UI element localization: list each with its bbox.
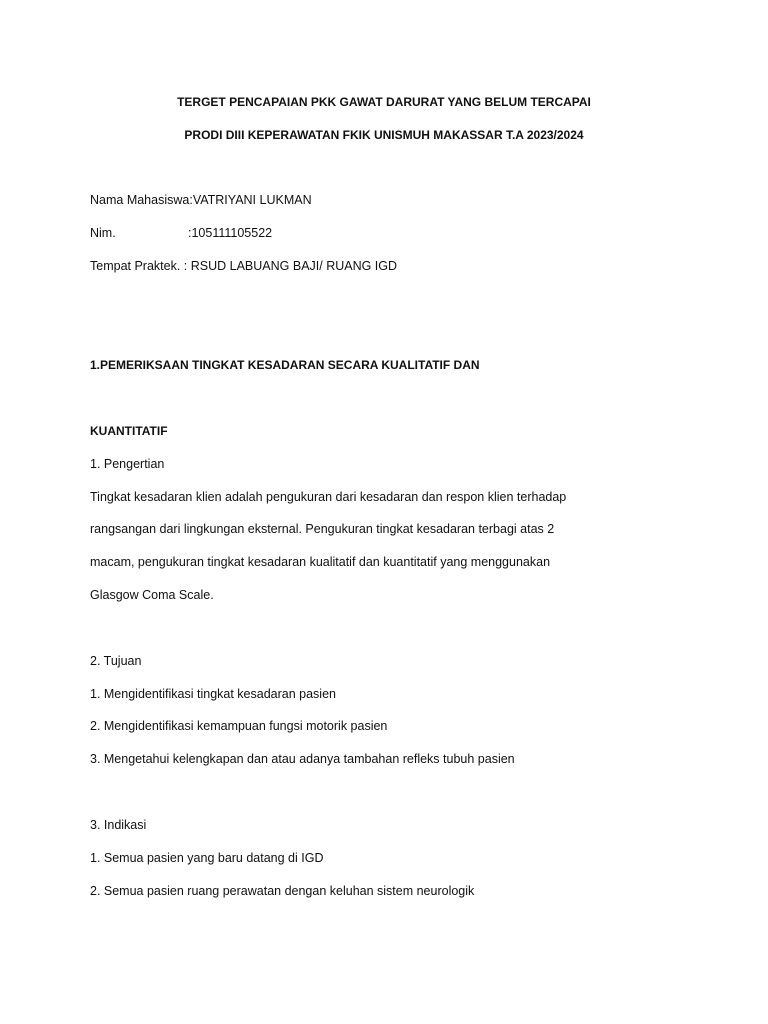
pengertian-line: Tingkat kesadaran klien adalah pengukuran dari kesadaran dan respon klien terhadap	[90, 490, 567, 504]
student-nim-label: Nim.	[90, 226, 116, 240]
student-name-row	[90, 192, 312, 208]
indikasi-item: 2. Semua pasien ruang perawatan dengan keluhan sistem neurologik	[90, 884, 475, 898]
student-nim-row	[90, 225, 272, 241]
pengertian-line: macam, pengukuran tingkat kesadaran kualitatif dan kuantitatif yang menggunakan	[90, 555, 551, 569]
student-name-label: Nama Mahasiswa:	[90, 193, 193, 207]
section-heading-continued: KUANTITATIF	[90, 424, 168, 438]
document-title: TERGET PENCAPAIAN PKK GAWAT DARURAT YANG BELUM TERCAPAI	[177, 95, 591, 109]
document-subtitle: PRODI DIII KEPERAWATAN FKIK UNISMUH MAKASSAR T.A 2023/2024	[184, 128, 584, 142]
practice-place-value: : RSUD LABUANG BAJI/ RUANG IGD	[180, 259, 398, 273]
student-name-value: VATRIYANI LUKMAN	[192, 193, 312, 207]
indikasi-item: 1. Semua pasien yang baru datang di IGD	[90, 851, 324, 865]
tujuan-heading: 2. Tujuan	[90, 654, 142, 668]
pengertian-line: rangsangan dari lingkungan eksternal. Pengukuran tingkat kesadaran terbagi atas 2	[90, 522, 555, 536]
tujuan-item: 2. Mengidentifikasi kemampuan fungsi motorik pasien	[90, 719, 388, 733]
pengertian-line: Glasgow Coma Scale.	[90, 588, 214, 602]
practice-place-row	[90, 258, 397, 274]
indikasi-heading: 3. Indikasi	[90, 818, 147, 832]
section-heading: 1.PEMERIKSAAN TINGKAT KESADARAN SECARA KUALITATIF DAN	[90, 358, 480, 372]
practice-place-label: Tempat Praktek.	[90, 259, 181, 273]
tujuan-item: 1. Mengidentifikasi tingkat kesadaran pasien	[90, 687, 336, 701]
tujuan-item: 3. Mengetahui kelengkapan dan atau adanya tambahan refleks tubuh pasien	[90, 752, 515, 766]
student-nim-value: :105111105522	[188, 226, 273, 240]
pengertian-heading: 1. Pengertian	[90, 457, 165, 471]
